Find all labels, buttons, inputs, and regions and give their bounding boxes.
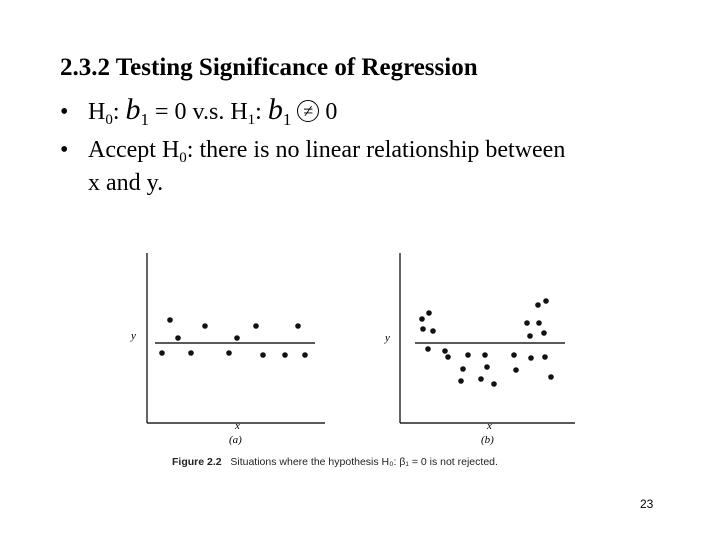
data-point [541,330,547,336]
scatter-figure [125,245,595,475]
figure-caption-text: Situations where the hypothesis H₀: β₁ = 0 is not rejected. [230,456,498,468]
data-point [426,310,432,316]
slide-title: 2.3.2 Testing Significance of Regression [60,54,478,81]
bullet-marker: • [60,99,69,125]
data-point [442,348,448,354]
data-point [202,323,208,329]
data-point [535,302,541,308]
data-point [491,381,497,387]
data-point [482,352,488,358]
data-point [458,378,464,384]
panel-b-ylabel: y [385,332,390,344]
panel-a [130,253,325,446]
bullet-hypotheses: • $H_0$: $b_1 = 0$ v.s. $H_1$: $b_1 \ne 0$ [60,93,338,129]
data-point [528,355,534,361]
data-point [295,323,301,329]
bullet-continuation: x and y. [88,170,164,196]
data-point [445,354,451,360]
panel-b-xlabel: x [487,420,492,432]
figure-caption [172,456,498,468]
data-point [188,350,194,356]
data-point [430,328,436,334]
data-point [542,354,548,360]
data-point [234,335,240,341]
data-point [167,317,173,323]
panel-a-xlabel: x [235,420,240,432]
data-point [536,320,542,326]
data-point [548,374,554,380]
data-point [484,364,490,370]
data-point [159,350,165,356]
figure-caption-label: Figure 2.2 [172,456,222,468]
data-point [282,352,288,358]
not-equal-icon: ≠ [297,100,319,122]
data-point [478,376,484,382]
panel-a-ylabel: y [131,330,136,342]
data-point [543,298,549,304]
data-point [465,352,471,358]
data-point [226,350,232,356]
data-point [260,352,266,358]
page-number: 23 [640,497,654,511]
data-point [420,326,426,332]
panel-a-points [159,317,308,358]
data-point [253,323,259,329]
beta-symbol: b [267,93,283,126]
data-point [527,333,533,339]
data-point [524,320,530,326]
panel-a-tag: (a) [229,434,242,446]
data-point [175,335,181,341]
beta-symbol: b [125,93,141,126]
data-point [425,346,431,352]
panel-b-tag: (b) [481,434,494,446]
panel-b [384,253,575,446]
data-point [511,352,517,358]
bullet-accept-h0: • Accept $H_0$: there is no linear relationship between [60,137,566,166]
data-point [419,316,425,322]
data-point [513,367,519,373]
bullet-marker: • [60,137,69,163]
data-point [460,366,466,372]
data-point [302,352,308,358]
